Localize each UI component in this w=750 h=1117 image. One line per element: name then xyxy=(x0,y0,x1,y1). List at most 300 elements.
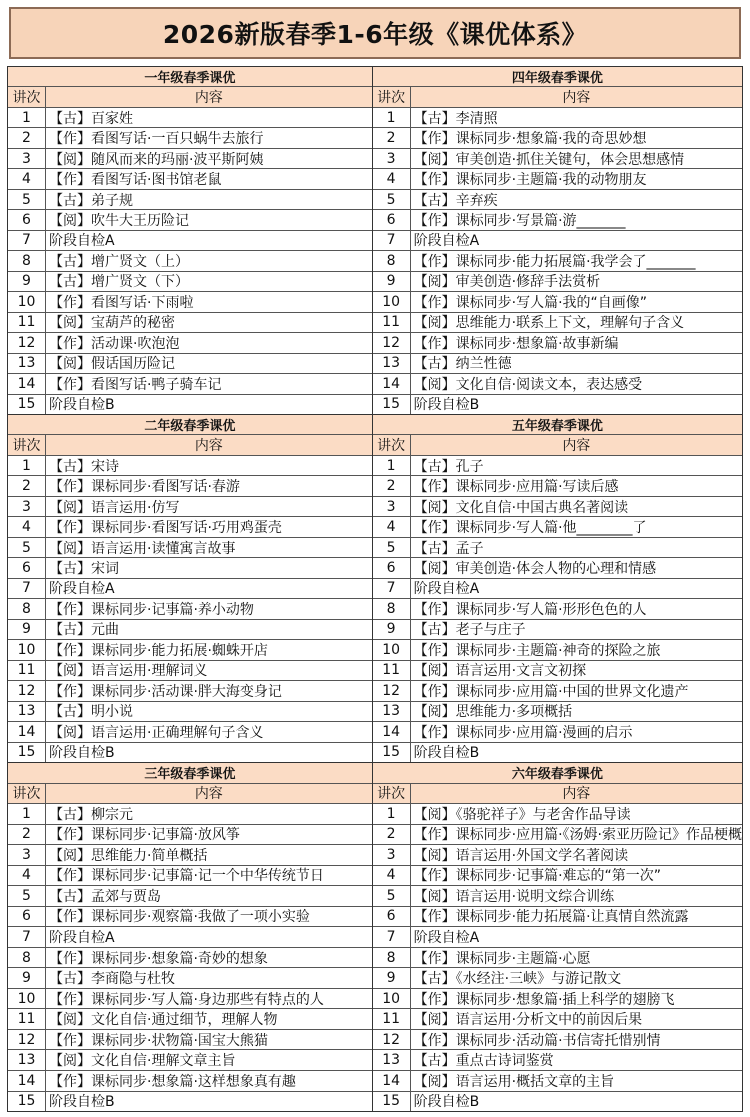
lesson-row xyxy=(8,374,372,394)
column-header-content: 内容 xyxy=(194,438,223,455)
lesson-row xyxy=(373,128,742,148)
lesson-number: 10 xyxy=(8,292,46,311)
lesson-row xyxy=(8,476,372,496)
lesson-row xyxy=(8,1030,372,1051)
lesson-row xyxy=(8,845,372,866)
column-header-row xyxy=(8,435,372,455)
lesson-number: 15 xyxy=(8,743,46,762)
lesson-content: 【作】课标同步·写人篇·身边那些有特点的人 xyxy=(49,991,324,1008)
lesson-content: 阶段自检B xyxy=(49,1094,115,1111)
lesson-number: 6 xyxy=(8,558,46,577)
lesson-number: 8 xyxy=(8,251,46,270)
lesson-content: 【阅】思维能力·联系上下文，理解句子含义 xyxy=(413,315,685,332)
curriculum-grid xyxy=(7,66,743,1112)
lesson-row xyxy=(8,169,372,189)
lesson-number: 5 xyxy=(8,190,46,209)
lesson-number: 12 xyxy=(8,1030,46,1050)
lesson-row xyxy=(373,866,742,887)
lesson-row xyxy=(8,579,372,599)
lesson-content: 【作】课标同步·能力拓展篇·我学会了_______ xyxy=(413,253,696,270)
lesson-content: 【作】课标同步·看图写话·春游 xyxy=(49,479,240,496)
lesson-number: 10 xyxy=(8,640,46,659)
lesson-row xyxy=(373,313,742,333)
column-header-row xyxy=(373,784,742,805)
lesson-content: 【阅】语言运用·读懂寓言故事 xyxy=(49,540,236,557)
lesson-number: 11 xyxy=(8,1009,46,1029)
grade-panel-title: 一年级春季课优 xyxy=(8,67,372,87)
lesson-row xyxy=(8,599,372,619)
lesson-number: 11 xyxy=(8,661,46,680)
lesson-number: 4 xyxy=(8,517,46,536)
lesson-number: 13 xyxy=(373,354,411,373)
lesson-row xyxy=(373,292,742,312)
lesson-content: 阶段自检B xyxy=(49,745,115,762)
lesson-content: 阶段自检B xyxy=(49,397,115,414)
lesson-row xyxy=(8,640,372,660)
lesson-content: 【阅】语言运用·文言文初探 xyxy=(413,663,587,680)
lesson-number: 6 xyxy=(8,907,46,927)
lesson-row xyxy=(373,825,742,846)
lesson-number: 5 xyxy=(373,538,411,557)
column-header-row xyxy=(373,435,742,455)
lesson-row xyxy=(373,231,742,251)
lesson-number: 12 xyxy=(8,333,46,352)
lesson-content: 【作】课标同步·写景篇·游_______ xyxy=(413,213,626,230)
lesson-number: 14 xyxy=(8,722,46,741)
lesson-number: 4 xyxy=(373,517,411,536)
lesson-number: 9 xyxy=(8,620,46,639)
lesson-content: 【古】明小说 xyxy=(49,704,133,721)
lesson-number: 7 xyxy=(373,231,411,250)
lesson-number: 5 xyxy=(373,886,411,906)
lesson-number: 14 xyxy=(8,374,46,393)
lesson-row xyxy=(8,620,372,640)
lesson-number: 2 xyxy=(373,476,411,495)
lesson-content: 【阅】思维能力·简单概括 xyxy=(49,847,208,864)
lesson-row xyxy=(373,702,742,722)
lesson-number: 7 xyxy=(373,927,411,947)
lesson-content: 【阅】随风而来的玛丽·波平斯阿姨 xyxy=(49,151,264,168)
lesson-number: 10 xyxy=(373,640,411,659)
lesson-row xyxy=(8,210,372,230)
lesson-content: 【作】课标同步·主题篇·我的动物朋友 xyxy=(413,172,647,189)
lesson-content: 【阅】语言运用·说明文综合训练 xyxy=(413,888,615,905)
lesson-row xyxy=(373,845,742,866)
column-header-content: 内容 xyxy=(562,786,591,803)
lesson-row xyxy=(373,251,742,271)
lesson-content: 【作】课标同步·想象篇·故事新编 xyxy=(413,335,619,352)
lesson-content: 【作】课标同步·状物篇·国宝大熊猫 xyxy=(49,1032,268,1049)
lesson-number: 6 xyxy=(373,907,411,927)
lesson-number: 1 xyxy=(373,108,411,127)
lesson-number: 2 xyxy=(8,128,46,147)
lesson-content: 【作】课标同步·主题篇·心愿 xyxy=(413,950,591,967)
lesson-content: 【古】辛弃疾 xyxy=(413,192,498,209)
lesson-content: 【阅】审美创造·体会人物的心理和情感 xyxy=(413,561,657,578)
lesson-number: 1 xyxy=(8,456,46,475)
lesson-row xyxy=(8,907,372,928)
lesson-content: 【阅】语言运用·仿写 xyxy=(49,499,180,516)
lesson-row xyxy=(373,907,742,928)
lesson-number: 3 xyxy=(8,497,46,516)
lesson-row xyxy=(373,149,742,169)
lesson-content: 【阅】思维能力·多项概括 xyxy=(413,704,573,721)
lesson-row xyxy=(373,210,742,230)
lesson-content: 【古】元曲 xyxy=(49,622,119,639)
lesson-content: 【作】课标同步·记事篇·放风筝 xyxy=(49,827,240,844)
lesson-number: 3 xyxy=(8,149,46,168)
lesson-number: 2 xyxy=(8,825,46,845)
lesson-number: 4 xyxy=(8,866,46,886)
lesson-row xyxy=(8,1050,372,1071)
grade-panel xyxy=(8,415,373,763)
lesson-content: 【阅】吹牛大王历险记 xyxy=(49,213,189,230)
column-header-lesson-number: 讲次 xyxy=(373,435,411,454)
lesson-content: 【古】百家姓 xyxy=(49,110,133,127)
lesson-content: 阶段自检A xyxy=(413,581,480,598)
lesson-row xyxy=(8,968,372,989)
lesson-number: 11 xyxy=(373,313,411,332)
lesson-number: 3 xyxy=(8,845,46,865)
lesson-row xyxy=(373,743,742,762)
lesson-number: 12 xyxy=(373,333,411,352)
lesson-content: 【古】宋诗 xyxy=(49,458,119,475)
lesson-row xyxy=(8,497,372,517)
grade-panel-title: 四年级春季课优 xyxy=(373,67,742,87)
lesson-content: 【作】课标同步·写人篇·形形色色的人 xyxy=(413,601,647,618)
lesson-content: 【古】孔子 xyxy=(413,458,484,475)
lesson-content: 【阅】文化自信·阅读文本，表达感受 xyxy=(413,376,643,393)
lesson-content: 【古】孟子 xyxy=(413,540,484,557)
lesson-row xyxy=(373,681,742,701)
grade-panel xyxy=(373,67,742,415)
lesson-number: 12 xyxy=(373,681,411,700)
lesson-number: 15 xyxy=(8,395,46,414)
lesson-content: 【阅】语言运用·外国文学名著阅读 xyxy=(413,847,629,864)
grade-panel-title: 三年级春季课优 xyxy=(8,763,372,784)
lesson-content: 阶段自检B xyxy=(413,397,480,414)
lesson-content: 【古】李商隐与杜牧 xyxy=(49,971,175,988)
lesson-content: 阶段自检B xyxy=(413,745,480,762)
lesson-row xyxy=(373,456,742,476)
lesson-number: 7 xyxy=(373,579,411,598)
lesson-row xyxy=(373,1030,742,1051)
lesson-row xyxy=(8,149,372,169)
lesson-content: 【古】弟子规 xyxy=(49,192,133,209)
lesson-content: 【作】课标同步·应用篇·中国的世界文化遗产 xyxy=(413,683,689,700)
lesson-number: 14 xyxy=(8,1071,46,1091)
lesson-row xyxy=(8,231,372,251)
page-title: 2026新版春季1-6年级《课优体系》 xyxy=(9,7,741,59)
lesson-row xyxy=(373,886,742,907)
lesson-row xyxy=(8,538,372,558)
lesson-content: 【阅】文化自信·通过细节，理解人物 xyxy=(49,1012,278,1029)
lesson-row xyxy=(373,1009,742,1030)
lesson-row xyxy=(373,620,742,640)
lesson-row xyxy=(8,722,372,742)
lesson-content: 【古】宋词 xyxy=(49,561,119,578)
column-header-content: 内容 xyxy=(562,438,591,455)
lesson-content: 【作】课标同步·应用篇·写读后感 xyxy=(413,479,619,496)
lesson-row xyxy=(373,558,742,578)
lesson-number: 13 xyxy=(373,1050,411,1070)
grade-panel xyxy=(8,763,373,1111)
lesson-number: 13 xyxy=(8,354,46,373)
lesson-number: 7 xyxy=(8,579,46,598)
lesson-row xyxy=(8,333,372,353)
column-header-row xyxy=(373,87,742,107)
lesson-content: 【阅】宝葫芦的秘密 xyxy=(49,315,175,332)
lesson-row xyxy=(373,497,742,517)
lesson-row xyxy=(373,354,742,374)
lesson-number: 12 xyxy=(373,1030,411,1050)
lesson-row xyxy=(8,804,372,825)
lesson-content: 【作】课标同步·想象篇·奇妙的想象 xyxy=(49,950,268,967)
lesson-row xyxy=(8,251,372,271)
lesson-content: 【古】增广贤文（下） xyxy=(49,274,189,291)
lesson-row xyxy=(8,1092,372,1112)
grade-panel xyxy=(8,67,373,415)
lesson-number: 10 xyxy=(8,989,46,1009)
lesson-number: 6 xyxy=(373,558,411,577)
lesson-content: 【作】课标同步·想象篇·这样想象真有趣 xyxy=(49,1073,296,1090)
lesson-content: 【阅】审美创造·修辞手法赏析 xyxy=(413,274,601,291)
column-header-lesson-number: 讲次 xyxy=(373,784,411,804)
lesson-row xyxy=(373,1050,742,1071)
lesson-row xyxy=(8,927,372,948)
lesson-number: 14 xyxy=(373,1071,411,1091)
column-header-lesson-number: 讲次 xyxy=(373,87,411,106)
lesson-content: 阶段自检A xyxy=(413,233,480,250)
lesson-row xyxy=(8,128,372,148)
lesson-number: 15 xyxy=(373,395,411,414)
lesson-content: 阶段自检A xyxy=(49,581,115,598)
lesson-number: 2 xyxy=(373,128,411,147)
lesson-content: 【阅】语言运用·概括文章的主旨 xyxy=(413,1073,615,1090)
lesson-number: 9 xyxy=(8,968,46,988)
lesson-content: 【作】课标同步·写人篇·他________了 xyxy=(413,520,647,537)
lesson-content: 【作】课标同步·应用篇·《汤姆·索亚历险记》作品梗概 xyxy=(413,827,742,844)
lesson-content: 阶段自检A xyxy=(413,930,480,947)
lesson-row xyxy=(373,272,742,292)
lesson-number: 10 xyxy=(373,292,411,311)
grade-panel-title: 六年级春季课优 xyxy=(373,763,742,784)
lesson-content: 【作】课标同步·记事篇·养小动物 xyxy=(49,601,254,618)
lesson-row xyxy=(373,108,742,128)
lesson-content: 【阅】假话国历险记 xyxy=(49,356,175,373)
lesson-number: 13 xyxy=(8,702,46,721)
lesson-number: 14 xyxy=(373,722,411,741)
lesson-content: 【阅】语言运用·理解词义 xyxy=(49,663,208,680)
column-header-lesson-number: 讲次 xyxy=(8,784,46,804)
lesson-content: 【古】增广贤文（上） xyxy=(49,253,189,270)
lesson-row xyxy=(8,661,372,681)
lesson-number: 9 xyxy=(8,272,46,291)
lesson-number: 3 xyxy=(373,497,411,516)
grade-panel xyxy=(373,415,742,763)
column-header-lesson-number: 讲次 xyxy=(8,435,46,454)
lesson-number: 2 xyxy=(8,476,46,495)
lesson-row xyxy=(8,743,372,762)
lesson-row xyxy=(8,292,372,312)
lesson-row xyxy=(373,190,742,210)
lesson-content: 【作】课标同步·观察篇·我做了一项小实验 xyxy=(49,909,310,926)
lesson-content: 【作】看图写话·图书馆老鼠 xyxy=(49,172,222,189)
lesson-number: 15 xyxy=(8,1092,46,1112)
lesson-number: 7 xyxy=(8,927,46,947)
lesson-content: 【作】活动课·吹泡泡 xyxy=(49,335,180,352)
lesson-content: 阶段自检A xyxy=(49,930,115,947)
lesson-row xyxy=(373,722,742,742)
column-header-content: 内容 xyxy=(562,90,591,107)
lesson-row xyxy=(8,313,372,333)
lesson-content: 【作】看图写话·鸭子骑车记 xyxy=(49,376,222,393)
lesson-row xyxy=(373,968,742,989)
lesson-number: 9 xyxy=(373,620,411,639)
lesson-content: 【作】课标同步·应用篇·漫画的启示 xyxy=(413,724,633,741)
lesson-number: 9 xyxy=(373,272,411,291)
lesson-row xyxy=(8,702,372,722)
lesson-number: 8 xyxy=(373,599,411,618)
lesson-number: 12 xyxy=(8,681,46,700)
lesson-number: 1 xyxy=(373,456,411,475)
column-header-row xyxy=(8,87,372,107)
lesson-row xyxy=(373,169,742,189)
lesson-row xyxy=(8,558,372,578)
lesson-content: 【作】课标同步·想象篇·插上科学的翅膀飞 xyxy=(413,991,675,1008)
lesson-row xyxy=(8,190,372,210)
lesson-row xyxy=(373,374,742,394)
lesson-content: 【作】课标同步·能力拓展篇·让真情自然流露 xyxy=(413,909,689,926)
lesson-number: 8 xyxy=(8,948,46,968)
lesson-row xyxy=(8,681,372,701)
lesson-number: 3 xyxy=(373,845,411,865)
lesson-row xyxy=(8,948,372,969)
lesson-number: 1 xyxy=(8,804,46,824)
column-header-row xyxy=(8,784,372,805)
lesson-number: 15 xyxy=(373,1092,411,1112)
lesson-number: 11 xyxy=(373,1009,411,1029)
lesson-row xyxy=(373,476,742,496)
column-header-content: 内容 xyxy=(194,786,223,803)
grade-panel-title: 五年级春季课优 xyxy=(373,415,742,435)
lesson-number: 13 xyxy=(373,702,411,721)
lesson-row xyxy=(8,108,372,128)
lesson-number: 4 xyxy=(8,169,46,188)
lesson-number: 9 xyxy=(373,968,411,988)
lesson-number: 2 xyxy=(373,825,411,845)
lesson-row xyxy=(8,395,372,414)
lesson-content: 【作】课标同步·活动篇·书信寄托惜别情 xyxy=(413,1032,661,1049)
lesson-content: 【古】柳宗元 xyxy=(49,806,133,823)
lesson-content: 【作】课标同步·想象篇·我的奇思妙想 xyxy=(413,131,647,148)
lesson-content: 【作】课标同步·记事篇·记一个中华传统节日 xyxy=(49,868,324,885)
lesson-row xyxy=(373,395,742,414)
grade-panel-title: 二年级春季课优 xyxy=(8,415,372,435)
lesson-row xyxy=(8,886,372,907)
lesson-row xyxy=(373,333,742,353)
lesson-number: 4 xyxy=(373,169,411,188)
lesson-row xyxy=(373,640,742,660)
lesson-row xyxy=(8,866,372,887)
lesson-content: 【古】重点古诗词鉴赏 xyxy=(413,1053,554,1070)
lesson-content: 【作】课标同步·看图写话·巧用鸡蛋壳 xyxy=(49,520,282,537)
lesson-number: 11 xyxy=(8,313,46,332)
lesson-number: 11 xyxy=(373,661,411,680)
lesson-number: 5 xyxy=(373,190,411,209)
lesson-row xyxy=(373,1071,742,1092)
lesson-content: 【古】李清照 xyxy=(413,110,498,127)
lesson-row xyxy=(373,948,742,969)
lesson-number: 6 xyxy=(8,210,46,229)
lesson-number: 14 xyxy=(373,374,411,393)
column-header-lesson-number: 讲次 xyxy=(8,87,46,106)
lesson-number: 3 xyxy=(373,149,411,168)
lesson-content: 阶段自检A xyxy=(49,233,115,250)
lesson-row xyxy=(373,517,742,537)
lesson-content: 【作】课标同步·记事篇·难忘的“第一次” xyxy=(413,868,662,885)
lesson-content: 【阅】审美创造·抓住关键句，体会思想感情 xyxy=(413,151,685,168)
lesson-row xyxy=(373,989,742,1010)
lesson-row xyxy=(373,1092,742,1112)
lesson-row xyxy=(8,1009,372,1030)
lesson-content: 【古】《水经注·三峡》与游记散文 xyxy=(413,971,622,988)
lesson-row xyxy=(373,538,742,558)
lesson-content: 【作】看图写话·下雨啦 xyxy=(49,294,194,311)
lesson-content: 【作】课标同步·活动课·胖大海变身记 xyxy=(49,683,282,700)
lesson-content: 【阅】语言运用·分析文中的前因后果 xyxy=(413,1012,643,1029)
lesson-number: 1 xyxy=(373,804,411,824)
lesson-row xyxy=(373,804,742,825)
lesson-number: 7 xyxy=(8,231,46,250)
lesson-row xyxy=(373,927,742,948)
lesson-content: 【作】看图写话·一百只蜗牛去旅行 xyxy=(49,131,264,148)
lesson-content: 【作】课标同步·主题篇·神奇的探险之旅 xyxy=(413,642,661,659)
lesson-row xyxy=(8,456,372,476)
lesson-number: 15 xyxy=(373,743,411,762)
lesson-content: 【阅】文化自信·理解文章主旨 xyxy=(49,1053,236,1070)
lesson-row xyxy=(8,272,372,292)
column-header-content: 内容 xyxy=(194,90,223,107)
lesson-row xyxy=(8,517,372,537)
lesson-number: 6 xyxy=(373,210,411,229)
grade-panel xyxy=(373,763,742,1111)
lesson-row xyxy=(8,825,372,846)
lesson-number: 13 xyxy=(8,1050,46,1070)
lesson-content: 【古】孟郊与贾岛 xyxy=(49,888,161,905)
lesson-number: 5 xyxy=(8,886,46,906)
lesson-content: 【阅】《骆驼祥子》与老舍作品导读 xyxy=(413,806,631,823)
lesson-content: 【作】课标同步·写人篇·我的“自画像” xyxy=(413,294,648,311)
lesson-number: 5 xyxy=(8,538,46,557)
lesson-content: 【古】纳兰性德 xyxy=(413,356,512,373)
lesson-content: 【作】课标同步·能力拓展·蜘蛛开店 xyxy=(49,642,268,659)
lesson-row xyxy=(8,354,372,374)
lesson-content: 【古】老子与庄子 xyxy=(413,622,526,639)
lesson-number: 4 xyxy=(373,866,411,886)
lesson-row xyxy=(373,599,742,619)
lesson-number: 8 xyxy=(373,948,411,968)
lesson-row xyxy=(8,1071,372,1092)
lesson-content: 【阅】文化自信·中国古典名著阅读 xyxy=(413,499,629,516)
lesson-number: 8 xyxy=(8,599,46,618)
lesson-number: 10 xyxy=(373,989,411,1009)
lesson-row xyxy=(373,579,742,599)
lesson-content: 【阅】语言运用·正确理解句子含义 xyxy=(49,724,264,741)
lesson-number: 1 xyxy=(8,108,46,127)
lesson-row xyxy=(373,661,742,681)
lesson-number: 8 xyxy=(373,251,411,270)
